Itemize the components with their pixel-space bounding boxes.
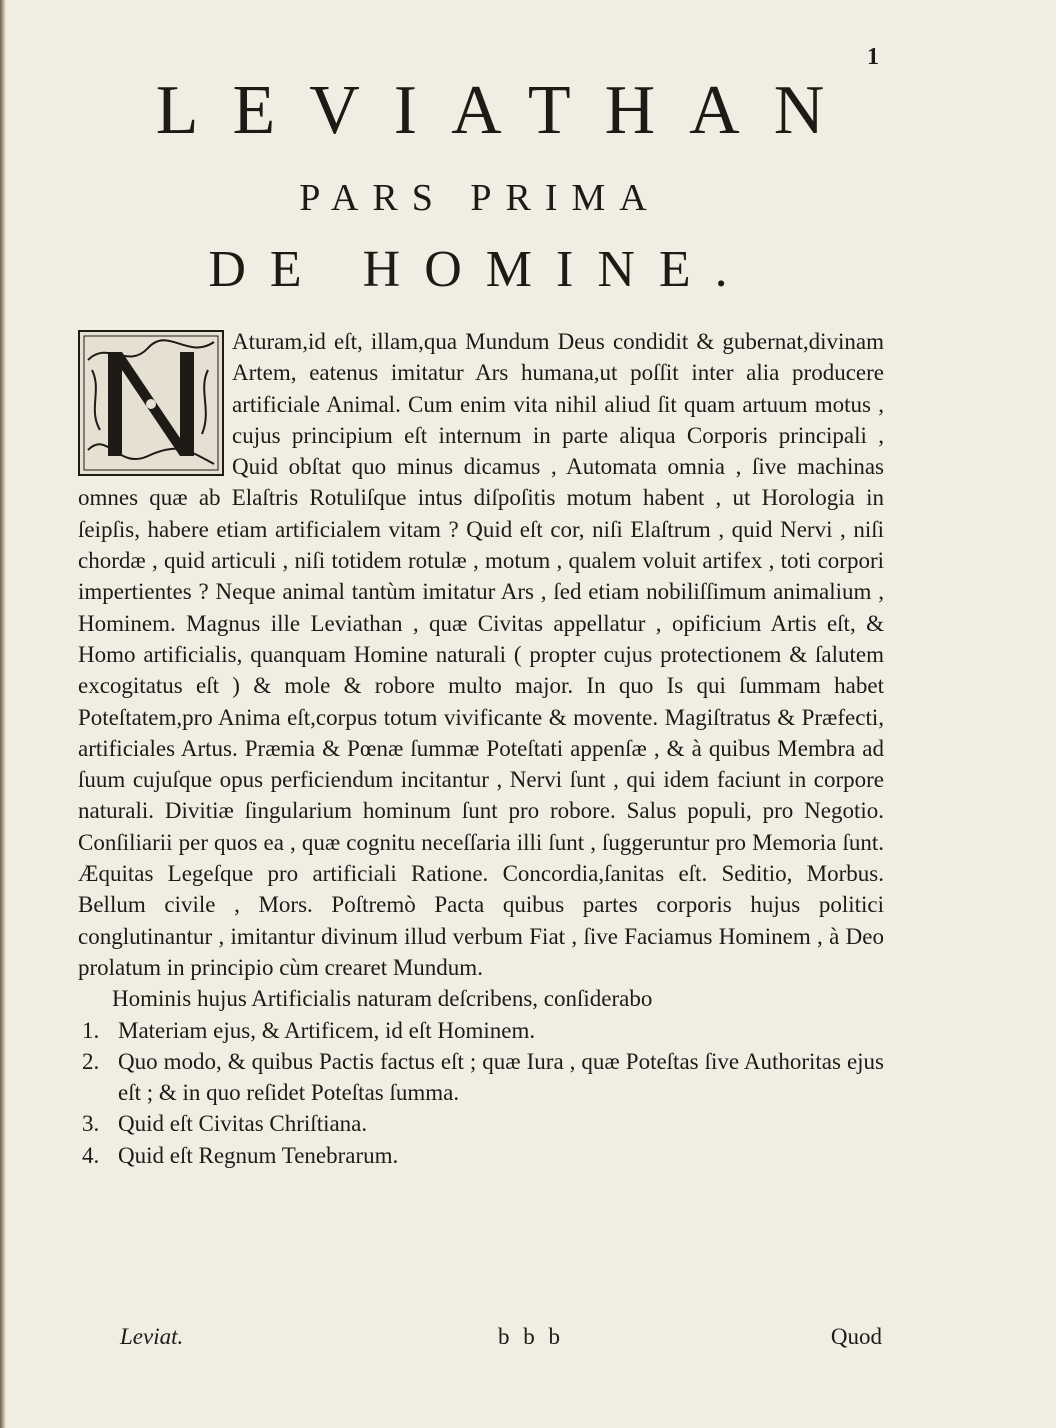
list-item (78, 1140, 884, 1171)
main-text (78, 326, 884, 1171)
page-gutter-shadow (0, 0, 6, 1428)
part-subtitle: PARS PRIMA (299, 177, 661, 219)
list-item (78, 1046, 884, 1109)
catchword: Quod (830, 1324, 882, 1349)
list-item-number: 1. (82, 1017, 100, 1043)
signature-mark: b b b (498, 1324, 564, 1349)
numbered-list (78, 1015, 884, 1171)
running-title: Leviat. (120, 1324, 184, 1349)
list-item (78, 1015, 884, 1046)
page-footer (120, 1324, 882, 1356)
page-title: LEVIATHAN (155, 72, 859, 149)
paragraph-consideration: Hominis hujus Artificialis naturam deſcribens, conſiderabo (112, 986, 653, 1012)
list-item (78, 1108, 884, 1139)
paragraph-opening: Aturam,id eſt, illam,qua Mundum Deus condidit & gubernat,divinam Artem, eatenus imitatur Ars humana,ut poſſit inter alia producere artificiale Animal. Cum enim vita nihil aliud ſit quam artuum motus , cujus principium eſt internum in parte aliqua Corporis principali , Quid obſtat quo minus dicamus , Automata omnia , ſive machinas omnes quæ ab Elaſtris Rotuliſque intus diſpoſitis motum habent , ut Horologia in ſeipſis, habere etiam artificialem vitam ? Quid eſt cor, niſi Elaſtrum , quid Nervi , niſi chordæ , quid articuli , niſi totidem rotulæ , motum , qualem voluit artifex , toti corpori impertientes ? Neque animal tantùm imitatur Ars , ſed etiam nobiliſſimum animalium , Hominem. Magnus ille Leviathan , quæ Civitas appellatur , opificium Artis eſt, & Homo artificialis, quanquam Homine naturali ( propter cujus protectionem & ſalutem excogitatus eſt ) & mole & robore multo major. In quo Is qui ſummam habet Poteſtatem,pro Anima eſt,corpus totum vivificante & movente. Magiſtratus & Præfecti, artificiales Artus. Præmia & Pœnæ ſummæ Poteſtati appenſæ , & à quibus Membra ad ſuum cujuſque opus perficiendum incitantur , Nervi ſunt , qui idem faciunt in corpore naturali. Divitiæ ſingularium hominum ſunt pro robore. Salus populi, pro Negotio. Conſiliarii per quos ea , quæ cognitu neceſſaria illi ſunt , ſuggeruntur pro Memoria ſunt. Æquitas Legeſque pro artificiali Ratione. Concordia,ſanitas eſt. Seditio, Morbus. Bellum civile , Mors. Poſtremò Pacta quibus partes corporis hujus politici conglutinantur , imitantur divinum illud verbum Fiat , ſive Faciamus Hominem , à Deo prolatum in principio cùm crearet Mundum. (78, 329, 884, 980)
list-item-text: Quid eſt Civitas Chriſtiana. (118, 1111, 368, 1137)
list-item-number: 2. (82, 1048, 100, 1074)
list-item-number: 3. (82, 1111, 100, 1137)
section-heading: DE HOMINE. (208, 241, 752, 298)
page-number: 1 (867, 44, 879, 70)
list-item-number: 4. (82, 1142, 100, 1168)
ornamental-drop-cap-icon (78, 330, 224, 476)
list-item-text: Materiam ejus, & Artificem, id eſt Hominem. (118, 1017, 536, 1043)
list-item-text: Quid eſt Regnum Tenebrarum. (118, 1142, 399, 1168)
list-item-text: Quo modo, & quibus Pactis factus eſt ; quæ Iura , quæ Poteſtas ſive Authoritas ejus eſt ; & in quo reſidet Poteſtas ſumma. (118, 1048, 884, 1106)
